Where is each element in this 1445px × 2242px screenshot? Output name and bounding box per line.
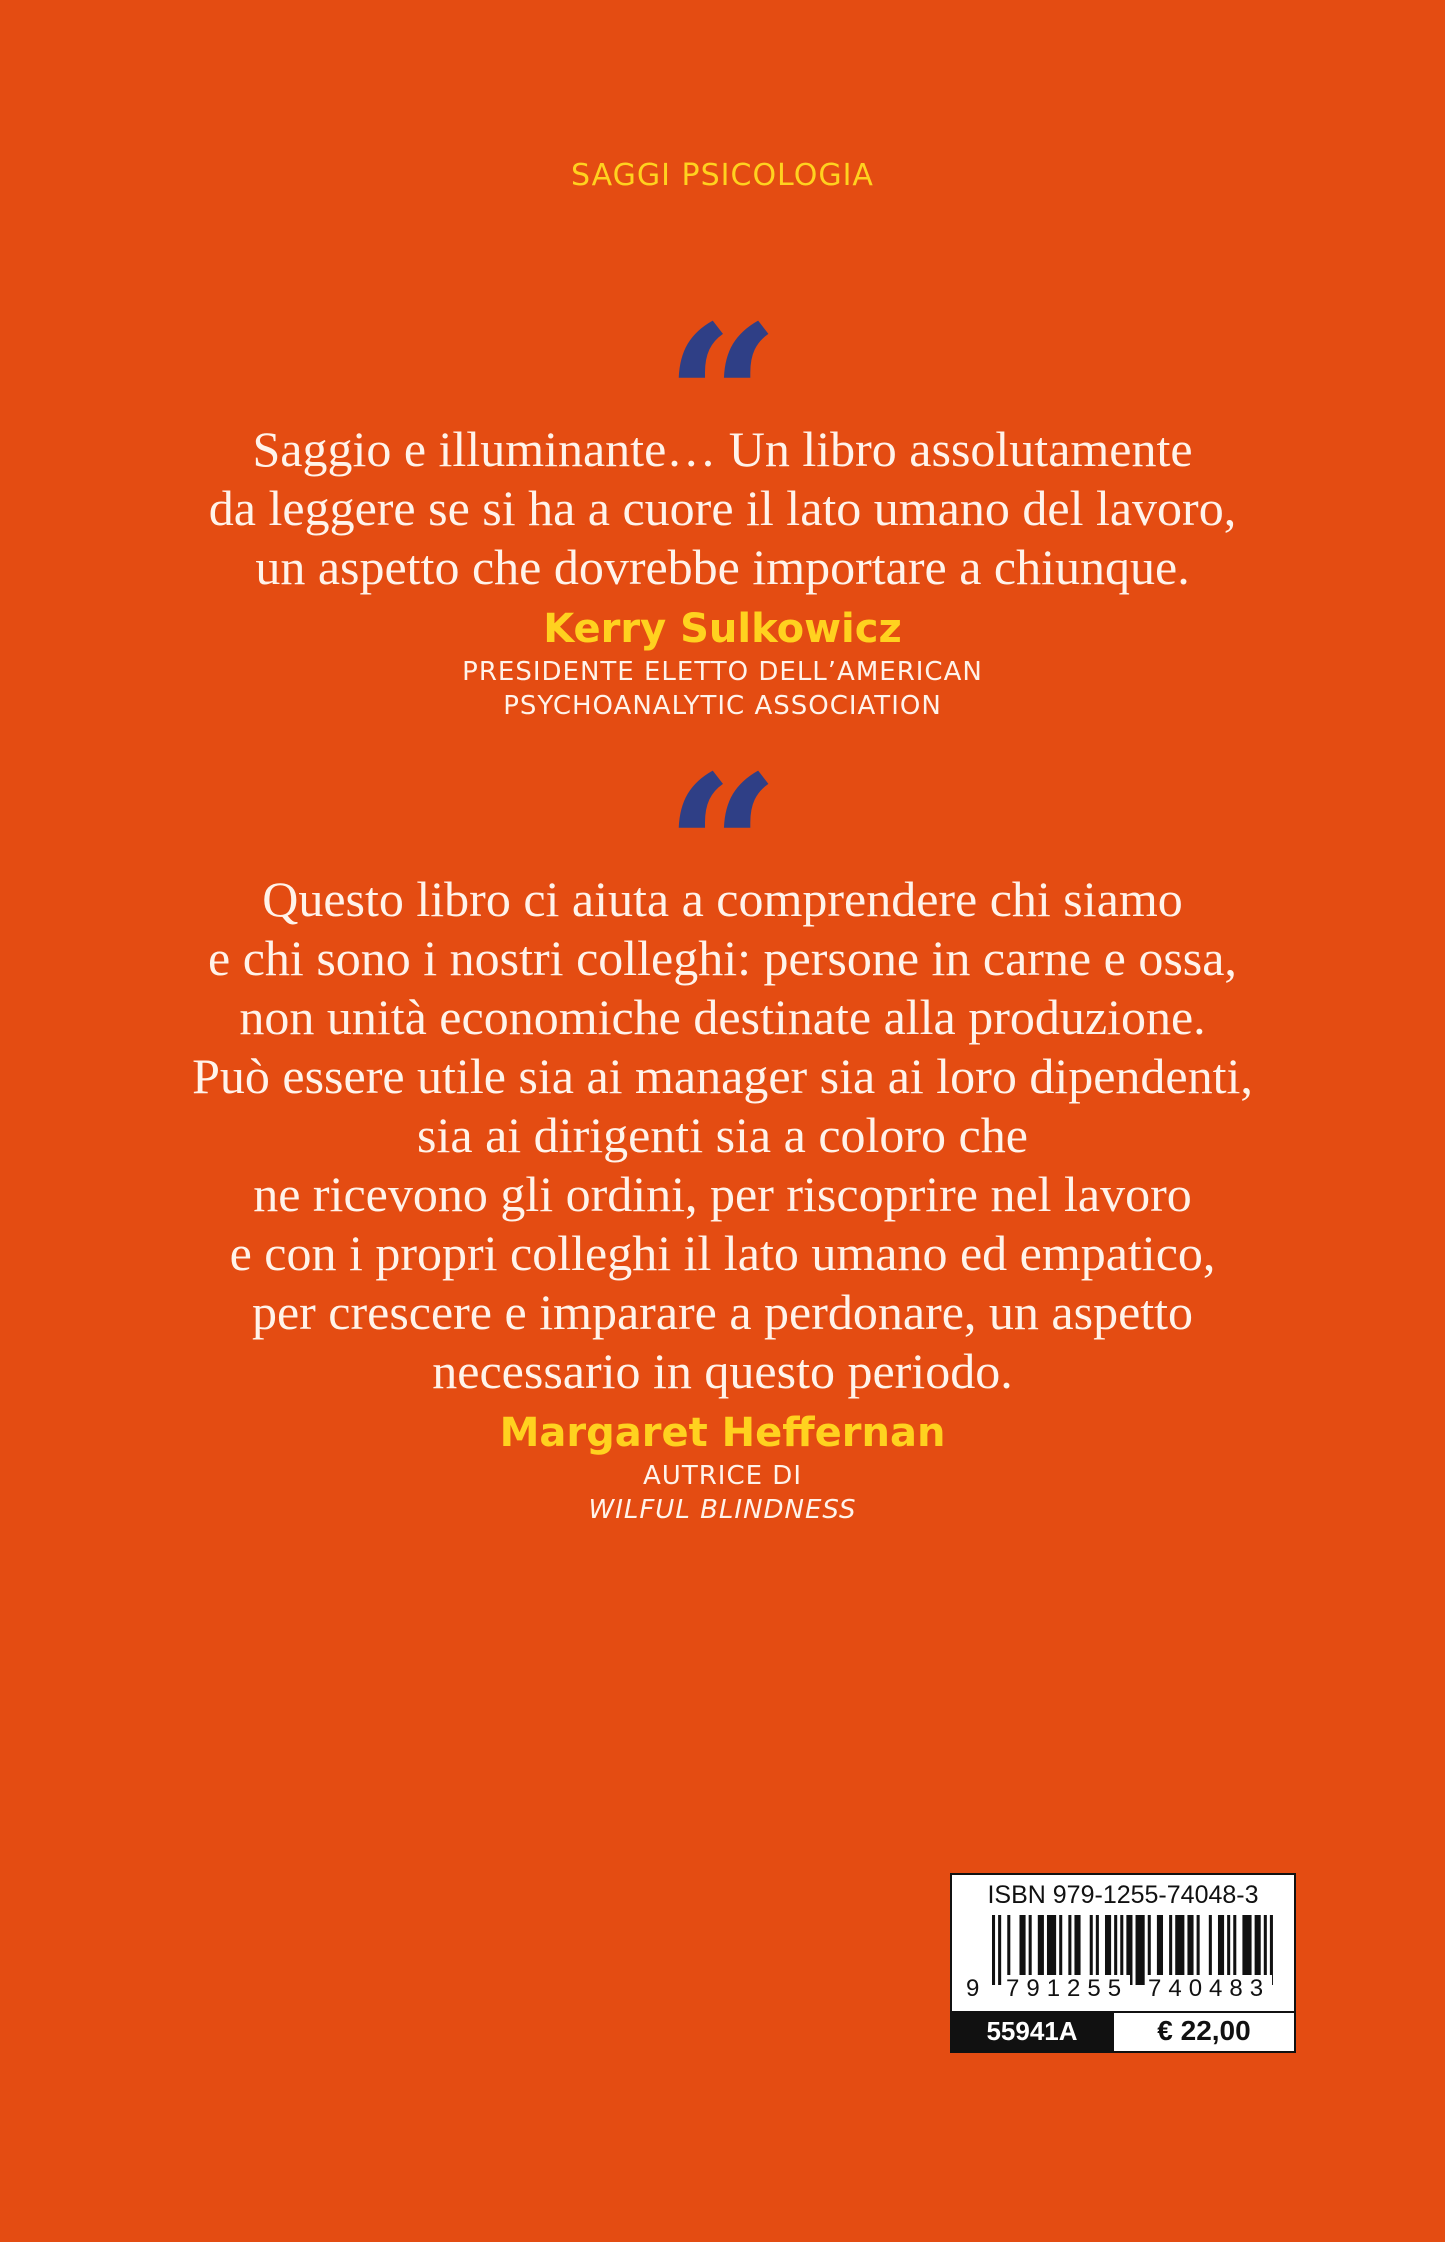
quote-line: necessario in questo periodo. <box>432 1343 1013 1399</box>
quotation-mark-icon: “ <box>664 282 781 517</box>
quotation-mark-icon: “ <box>664 732 781 967</box>
author-role <box>0 655 1445 723</box>
quote-text <box>0 420 1445 597</box>
quote-line: non unità economiche destinate alla produzione. <box>239 989 1206 1045</box>
isbn-label: ISBN 979-1255-74048-3 <box>987 1881 1259 1909</box>
book-title: WILFUL BLINDNESS <box>588 1495 857 1525</box>
quote-line: e con i propri colleghi il lato umano ed empatico, <box>229 1225 1216 1281</box>
quote-author: Kerry Sulkowicz <box>543 606 902 652</box>
quote-text <box>0 870 1445 1401</box>
role-prefix: AUTRICE DI <box>643 1461 802 1491</box>
role-line <box>0 1459 1445 1527</box>
quote-line: Può essere utile sia ai manager sia ai loro dipendenti, <box>192 1048 1253 1104</box>
quote-line: Questo libro ci aiuta a comprendere chi siamo <box>262 871 1183 927</box>
barcode-digit-group-1: 791255 <box>1006 1975 1129 2002</box>
quote-line: sia ai dirigenti sia a coloro che <box>417 1107 1028 1163</box>
quote-line: da leggere se si ha a cuore il lato umano del lavoro, <box>208 480 1237 536</box>
quote-line: un aspetto che dovrebbe importare a chiunque. <box>255 539 1190 595</box>
quote-line: per crescere e imparare a perdonare, un aspetto <box>251 1284 1194 1340</box>
series-category: SAGGI PSICOLOGIA <box>571 158 874 193</box>
quote-author: Margaret Heffernan <box>499 1410 946 1456</box>
barcode-bar <box>998 1915 1001 1985</box>
barcode-digit-first: 9 <box>966 1975 980 2002</box>
author-role <box>0 1459 1445 1527</box>
product-code: 55941A <box>952 2011 1112 2051</box>
role-line: PRESIDENTE ELETTO DELL’AMERICAN <box>462 657 983 687</box>
barcode-box <box>950 1873 1296 2053</box>
quote-line: e chi sono i nostri colleghi: persone in carne e ossa, <box>208 930 1237 986</box>
barcode-bar <box>992 1915 995 1985</box>
quote-line: Saggio e illuminante… Un libro assolutamente <box>252 421 1193 477</box>
quote-line: ne ricevono gli ordini, per riscoprire nel lavoro <box>253 1166 1192 1222</box>
barcode-bar <box>1136 1915 1145 1985</box>
role-line: PSYCHOANALYTIC ASSOCIATION <box>503 691 942 721</box>
barcode-digit-group-2: 740483 <box>1148 1975 1271 2002</box>
blurb-quote-1 <box>0 282 1445 723</box>
blurb-quote-2 <box>0 732 1445 1527</box>
price: € 22,00 <box>1112 2011 1294 2051</box>
